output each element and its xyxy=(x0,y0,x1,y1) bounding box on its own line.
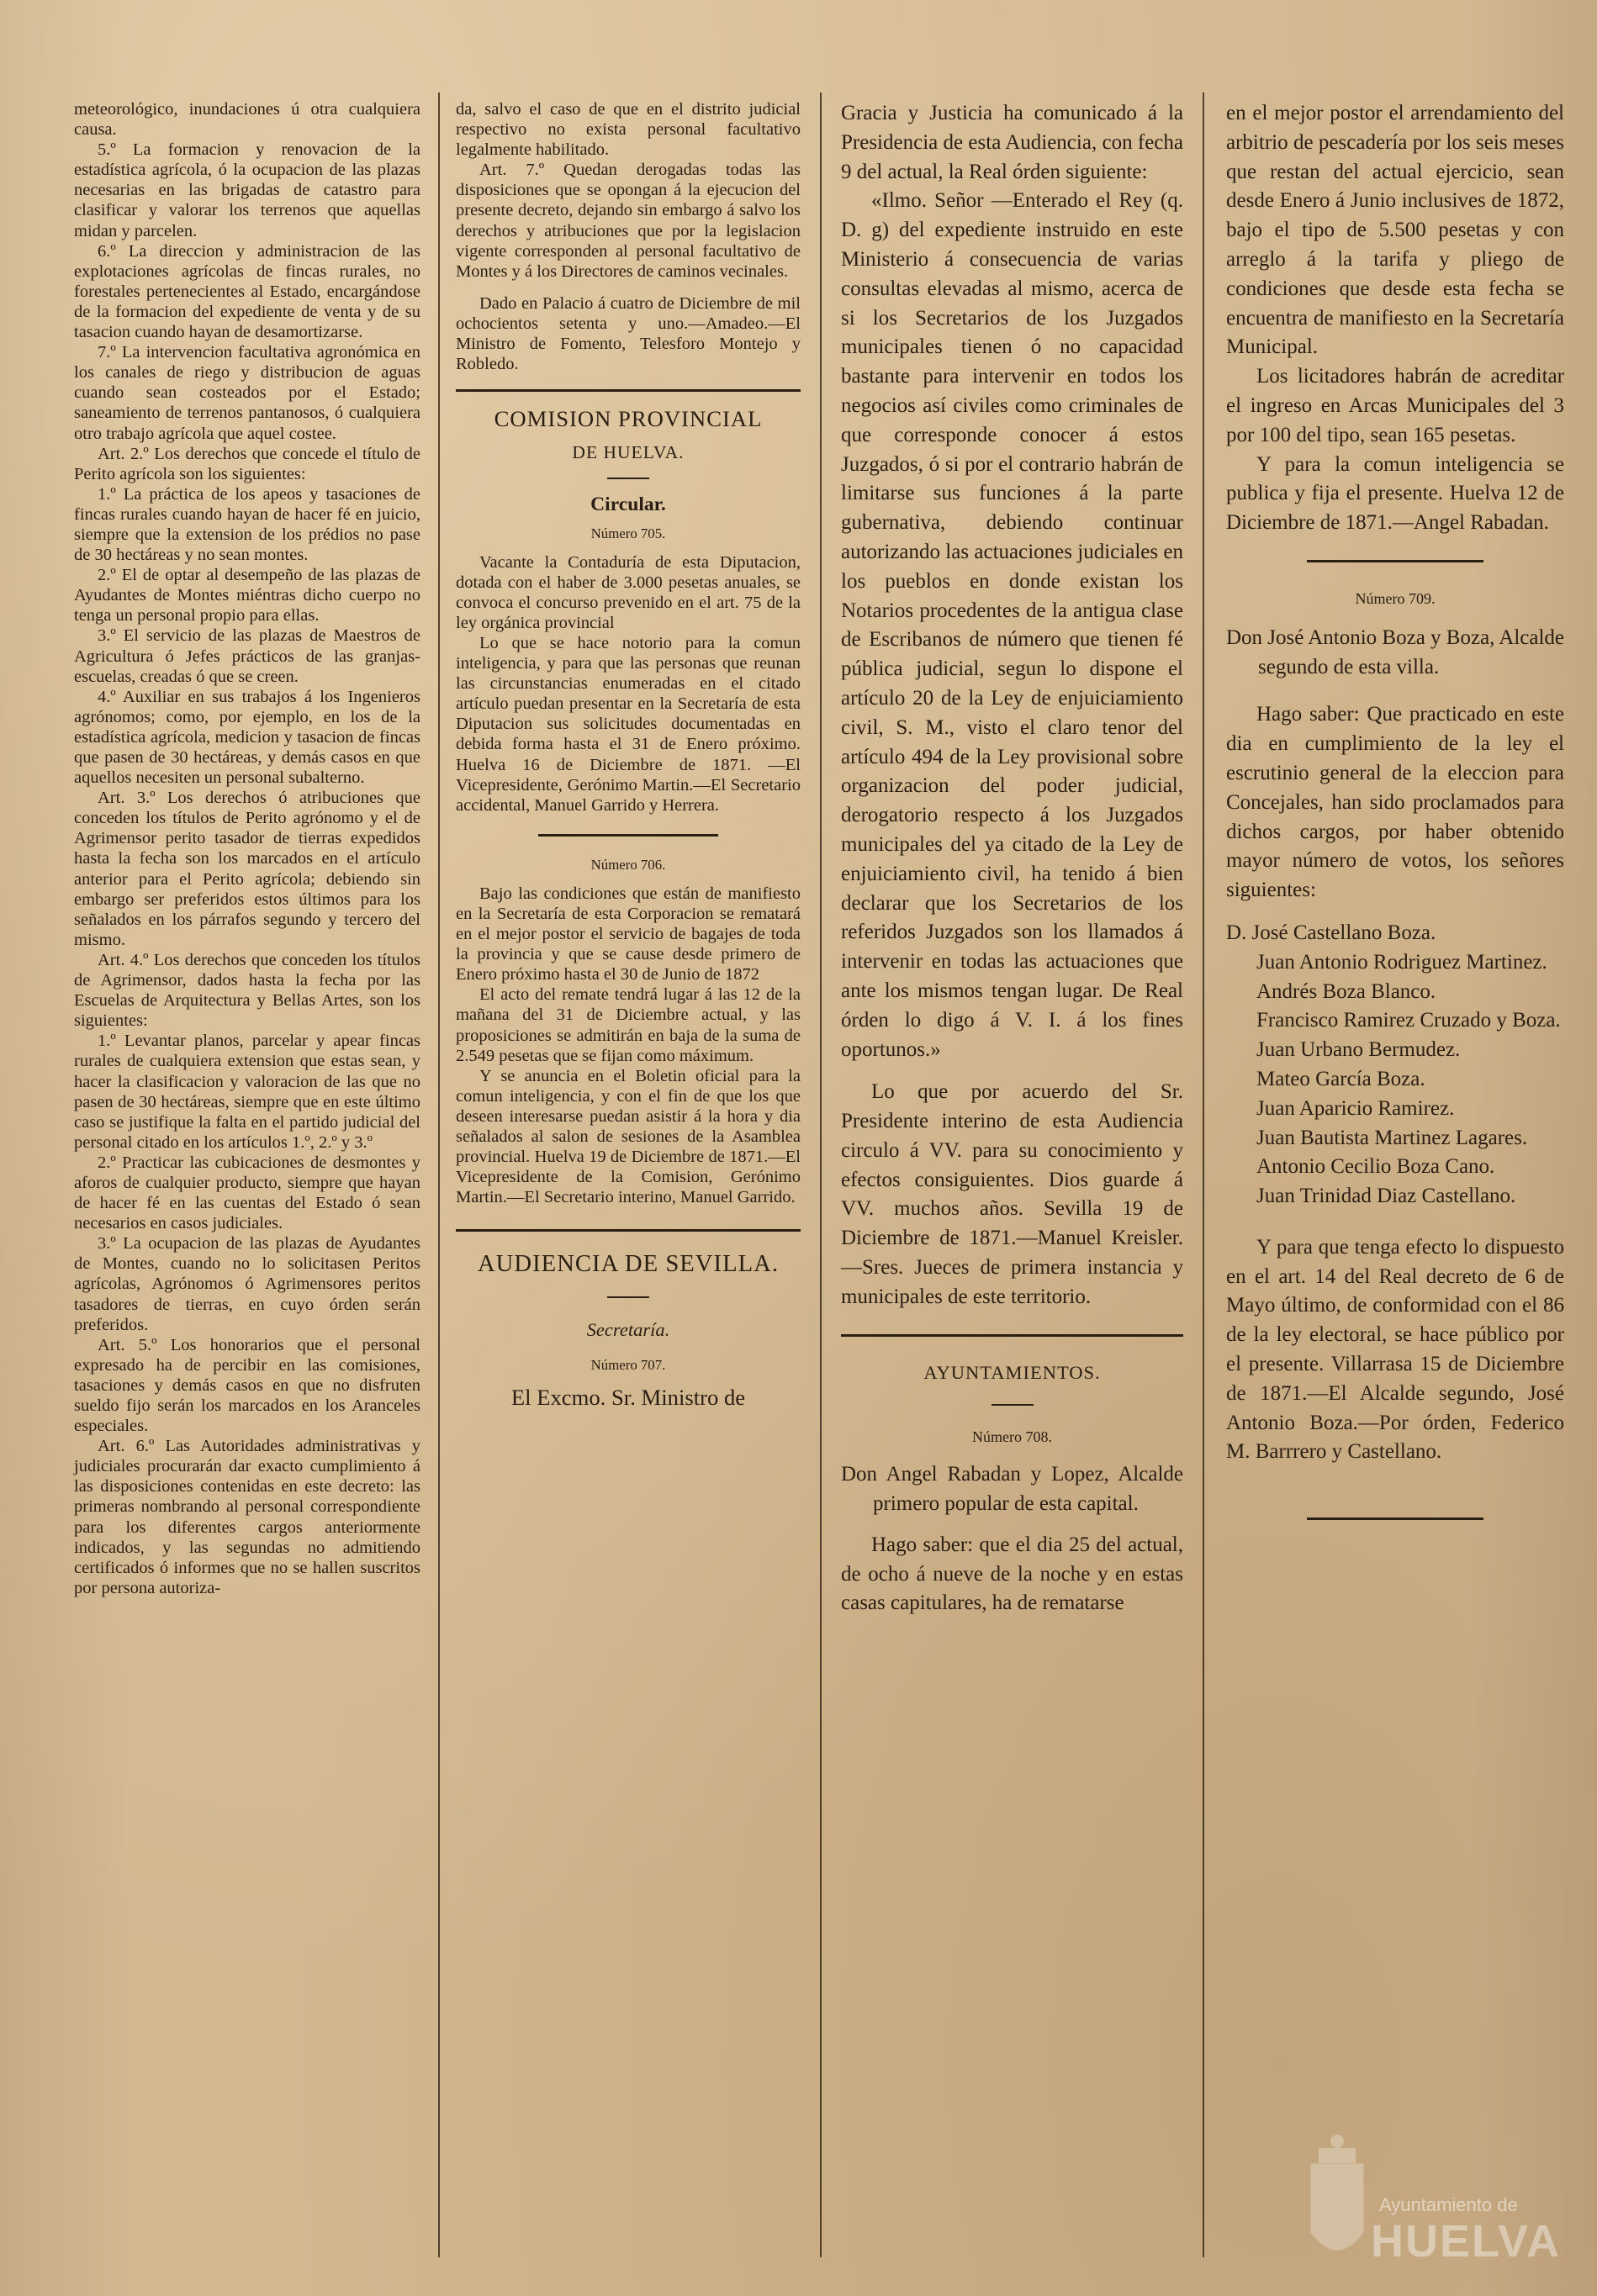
watermark-text: HUELVA xyxy=(1371,2216,1561,2267)
column-divider xyxy=(820,92,822,2257)
list-item: Francisco Ramirez Cruzado y Boza. xyxy=(1256,1009,1561,1032)
paragraph: Lo que por acuerdo del Sr. Presidente interino de esta Audiencia circulo á VV. para su conocimiento y efectos consiguientes. Dios guarde á VV. muchos años. Sevilla 19 de Diciembre de 1871.—Manuel Kreisler.—Sres. Jueces de primera instancia y municipales de este territorio. xyxy=(841,1080,1183,1308)
list-item: D. José Castellano Boza. xyxy=(1226,921,1436,944)
section-rule xyxy=(456,1229,801,1232)
list-item: Andrés Boza Blanco. xyxy=(1256,979,1436,1003)
paragraph: 3.º La ocupacion de las plazas de Ayudantes de Montes, cuando no lo solicitasen Peritos agrícolas, Agrónomos ó Agrimensores peritos tasadores de tierras, en cuyo órden serán preferidos. xyxy=(74,1234,420,1334)
column-4 xyxy=(1226,99,1564,1539)
paragraph: Hago saber: Que practicado en este dia en cumplimiento de la ley el escrutinio general de la eleccion para Concejales, han sido proclamados para dichos cargos, por haber obtenido mayor número de votos, los señores siguientes: xyxy=(1226,703,1564,902)
short-rule xyxy=(992,1404,1034,1406)
royal-order-quote: «Ilmo. Señor —Enterado el Rey (q. D. g) del expediente instruido en este Ministerio á consecuencia de varias consultas elevadas al mismo, acerca de si los Secretarios de los Juzgados municipales tienen ó no capacidad bastante para intervenir en todos los negocios así civiles como criminales de que corresponde conocer á estos Juzgados, ó si por el contrario habrán de limitarse sus funciones á la parte gubernativa, debiendo continuar autorizando las actuaciones judiciales en los pueblos en donde existan los Notarios procedentes de la antigua clase de Escribanos de número que tienen fé pública judicial, segun lo dispone el artículo 20 de la Ley de enjuiciamiento civil, S. M., visto el claro tenor del artículo 494 de la Ley provisional sobre organizacion del poder judicial, derogatorio respecto á los Juzgados municipales del ya citado de la Ley de enjuiciamiento civil, ha tenido á bien declarar que los Secretarios de los referidos Juzgados son los llamados á intervenir en todas las actuaciones que ante los mismos tengan lugar. De Real órden lo digo á V. I. á los fines oportunos.» xyxy=(841,189,1183,1061)
notice-rule xyxy=(1307,560,1483,562)
paragraph: Y se anuncia en el Boletin oficial para la comun inteligencia, y con el fin de que los que deseen interesarse puedan asistir á la hora y dia señalados al salon de sesiones de la Asamblea provincial. Huelva 19 de Diciembre de 1871.—El Vicepresidente de la Comision, Gerónimo Martin.—El Secretario interino, Manuel Garrido. xyxy=(456,1066,801,1207)
section-rule xyxy=(841,1334,1183,1337)
paragraph: Art. 6.º Las Autoridades administrativas y judiciales procurarán dar exacto cumplimiento á las disposiciones contenidas en este decreto: las primeras nombrando al personal correspondiente para los diferentes cargos anteriormente indicados, y las segundas no admitiendo certificados ó informes que no se hallen suscritos por persona autoriza- xyxy=(74,1437,420,1597)
paragraph: Gracia y Justicia ha comunicado á la Presidencia de esta Audiencia, con fecha 9 del actual, la Real órden siguiente: xyxy=(841,102,1183,183)
paragraph: Vacante la Contaduría de esta Diputacion, dotada con el haber de 3.000 pesetas anuales, se convoca el concurso prevenido en el art. 75 de la ley orgánica provincial xyxy=(456,552,801,632)
paragraph: Art. 5.º Los honorarios que el personal expresado ha de percibir en las comisiones, tasaciones y demás casos en que no disfruten sueldo fijo serán los marcados en los Aranceles especiales. xyxy=(74,1335,420,1436)
column-2 xyxy=(456,99,801,1410)
paragraph: 2.º El de optar al desempeño de las plazas de Ayudantes de Montes miéntras dicho cuerpo no tenga un personal propio para ellas. xyxy=(74,566,420,625)
paragraph: Y para que tenga efecto lo dispuesto en el art. 14 del Real decreto de 6 de Mayo último, de conformidad con el 86 de la ley electoral, se hace público por el presente. Villarrasa 15 de Diciembre de 1871.—El Alcalde segundo, José Antonio Boza.—Por órden, Federico M. Barrrero y Castellano. xyxy=(1226,1235,1564,1464)
paragraph: Art. 3.º Los derechos ó atribuciones que conceden los títulos de Perito agrónomo y el de Agrimensor perito tasador de tierras expedidos hasta la fecha son los marcados en el artículo anterior para el Perito agrícola; debiendo sin embargo ser preferidos estos últimos para los señalados en los párrafos segundo y tercero del mismo. xyxy=(74,789,420,949)
list-item: Juan Trinidad Diaz Castellano. xyxy=(1256,1185,1516,1208)
paragraph: El acto del remate tendrá lugar á las 12 de la mañana del 31 de Diciembre actual, y las proposiciones se admitirán en baja de la suma de 2.549 pesetas que se fijan como máximum. xyxy=(456,985,801,1065)
notice-number: Número 708. xyxy=(972,1428,1052,1446)
paragraph: Los licitadores habrán de acreditar el ingreso en Arcas Municipales del 3 por 100 del tipo, sean 165 pesetas. xyxy=(1226,365,1564,446)
paragraph: Art. 2.º Los derechos que concede el título de Perito agrícola son los siguientes: xyxy=(74,444,420,483)
section-title: AYUNTAMIENTOS. xyxy=(923,1361,1101,1383)
list-item: Juan Antonio Rodriguez Martinez. xyxy=(1256,950,1547,974)
paragraph: Art. 4.º Los derechos que conceden los títulos de Agrimensor, dados hasta la fecha por las Escuelas de Arquitectura y Bellas Artes, son los siguientes: xyxy=(74,950,420,1031)
notice-number: Número 706. xyxy=(590,856,666,873)
paragraph: 1.º Levantar planos, parcelar y apear fincas rurales de cualquiera extension que estas sean, y hacer la clasificacion y valoracion de las que no pasen de 30 hectáreas, siempre que en este último caso se justifique la falta en el partido judicial del personal citado en los artículos 1.º, 2.º y 3.º xyxy=(74,1032,420,1152)
councillor-list xyxy=(1226,919,1564,1211)
paragraph: da, salvo el caso de que en el distrito judicial respectivo no exista personal facultativo legalmente habilitado. xyxy=(456,100,801,160)
list-item: Juan Aparicio Ramirez. xyxy=(1256,1096,1455,1120)
notice-issuer: Don Angel Rabadan y Lopez, Alcalde primero popular de esta capital. xyxy=(841,1463,1183,1516)
notice-rule xyxy=(538,834,717,837)
notice-rule xyxy=(1307,1517,1483,1520)
paragraph: 3.º El servicio de las plazas de Maestros de Agricultura ó Jefes prácticos de las granjas-escuelas, creadas ó que se creen. xyxy=(74,626,420,686)
list-item: Juan Urbano Bermudez. xyxy=(1256,1038,1461,1062)
paragraph: Art. 7.º Quedan derogadas todas las disposiciones que se opongan á la ejecucion del presente decreto, dejando sin embargo á salvo los derechos y atribuciones que por la legislacion vigente corresponden al personal facultativo de Montes y á los Directores de caminos vecinales. xyxy=(456,161,801,281)
paragraph: 6.º La direccion y administracion de las explotaciones agrícolas de fincas rurales, no forestales pertenecientes al Estado, encargándose de la formacion del expediente de venta y de su tasacion cuando hayan de desamortizarse. xyxy=(74,241,420,342)
notice-number: Número 707. xyxy=(590,1356,666,1373)
paragraph: El Excmo. Sr. Ministro de xyxy=(510,1384,746,1410)
paragraph: 2.º Practicar las cubicaciones de desmontes y aforos de cualquier producto, siempre que hayan de hacer fé en las cuentas del Estado ó sean necesarios en casos judiciales. xyxy=(74,1153,420,1233)
section-rule xyxy=(456,389,801,392)
watermark-text: Ayuntamiento de xyxy=(1379,2194,1518,2215)
paragraph: Hago saber: que el dia 25 del actual, de ocho á nueve de la noche y en estas casas capitulares, ha de rematarse xyxy=(841,1533,1183,1615)
list-item: Antonio Cecilio Boza Cano. xyxy=(1256,1155,1495,1179)
section-subtitle: Secretaría. xyxy=(586,1318,670,1340)
notice-issuer: Don José Antonio Boza y Boza, Alcalde segundo de esta villa. xyxy=(1226,625,1565,678)
paragraph: en el mejor postor el arrendamiento del arbitrio de pescadería por los seis meses que restan del actual ejercicio, sean desde Enero á Junio inclusives de 1872, bajo el tipo de 5.500 pesetas y con arreglo á la tarifa y pliego de condiciones que desde esta fecha se encuentra de manifiesto en la Secretaría Municipal. xyxy=(1226,102,1564,359)
paragraph: meteorológico, inundaciones ú otra cualquiera causa. xyxy=(74,100,420,140)
paragraph: Lo que se hace notorio para la comun inteligencia, y para que las personas que reunan las circunstancias enumeradas en el citado artículo puedan presentar en la Secretaría de esta Diputacion sus solicitudes documentadas en debida forma hasta el 31 de Enero próximo. Huelva 16 de Diciembre de 1871. —El Vicepresidente, Gerónimo Martin.—El Secretario accidental, Manuel Garrido y Herrera. xyxy=(456,633,801,815)
paragraph: Y para la comun inteligencia se publica y fija el presente. Huelva 12 de Diciembre de 1871.—Angel Rabadan. xyxy=(1226,452,1564,535)
short-rule xyxy=(607,1296,649,1298)
column-3 xyxy=(841,99,1183,1618)
paragraph: Bajo las condiciones que están de manifiesto en la Secretaría de esta Corporacion se rematará en el mejor postor el servicio de bagajes de toda la provincia y que se cause desde primero de Enero próximo hasta el 30 de Junio de 1872 xyxy=(456,884,801,984)
notice-number: Número 705. xyxy=(590,525,666,541)
short-rule xyxy=(607,478,649,479)
notice-number: Número 709. xyxy=(1355,589,1436,607)
decree-signature: Dado en Palacio á cuatro de Diciembre de mil ochocientos setenta y uno.—Amadeo.—El Ministro de Fomento, Telesforo Montejo y Robledo. xyxy=(456,293,801,374)
column-divider xyxy=(438,92,440,2257)
column-1 xyxy=(74,99,420,1598)
paragraph: 5.º La formacion y renovacion de la estadística agrícola, ó la ocupacion de las plazas necesarias en las brigadas de catastro para clasificar y valorar los terrenos que aquellas midan y parcelen. xyxy=(74,140,420,240)
section-title: COMISION PROVINCIAL xyxy=(494,406,763,432)
circular-heading: Circular. xyxy=(590,494,666,516)
list-item: Juan Bautista Martinez Lagares. xyxy=(1256,1126,1528,1149)
section-title: AUDIENCIA DE SEVILLA. xyxy=(477,1250,780,1278)
paragraph: 4.º Auxiliar en sus trabajos á los Ingenieros agrónomos; como, por ejemplo, en los de la estadística agrícola, medicion y tasacion de fincas que pasen de 30 hectáreas, y demás casos en que aquellos necesiten un personal subalterno. xyxy=(74,687,420,788)
column-divider xyxy=(1203,92,1204,2257)
section-subtitle: DE HUELVA. xyxy=(572,442,685,463)
paragraph: 1.º La práctica de los apeos y tasaciones de fincas rurales cuando hayan de hacer fé en juicio, siempre que la extension de los prédios no pase de 30 hectáreas y no sean montes. xyxy=(74,484,420,565)
list-item: Mateo García Boza. xyxy=(1256,1067,1425,1090)
paragraph: 7.º La intervencion facultativa agronómica en los canales de riego y distribucion de aguas cuando sean costeados por el Estado; saneamiento de terrenos pantanosos, ó cualquiera otro trabajo agrícola que aquel costee. xyxy=(74,343,420,443)
